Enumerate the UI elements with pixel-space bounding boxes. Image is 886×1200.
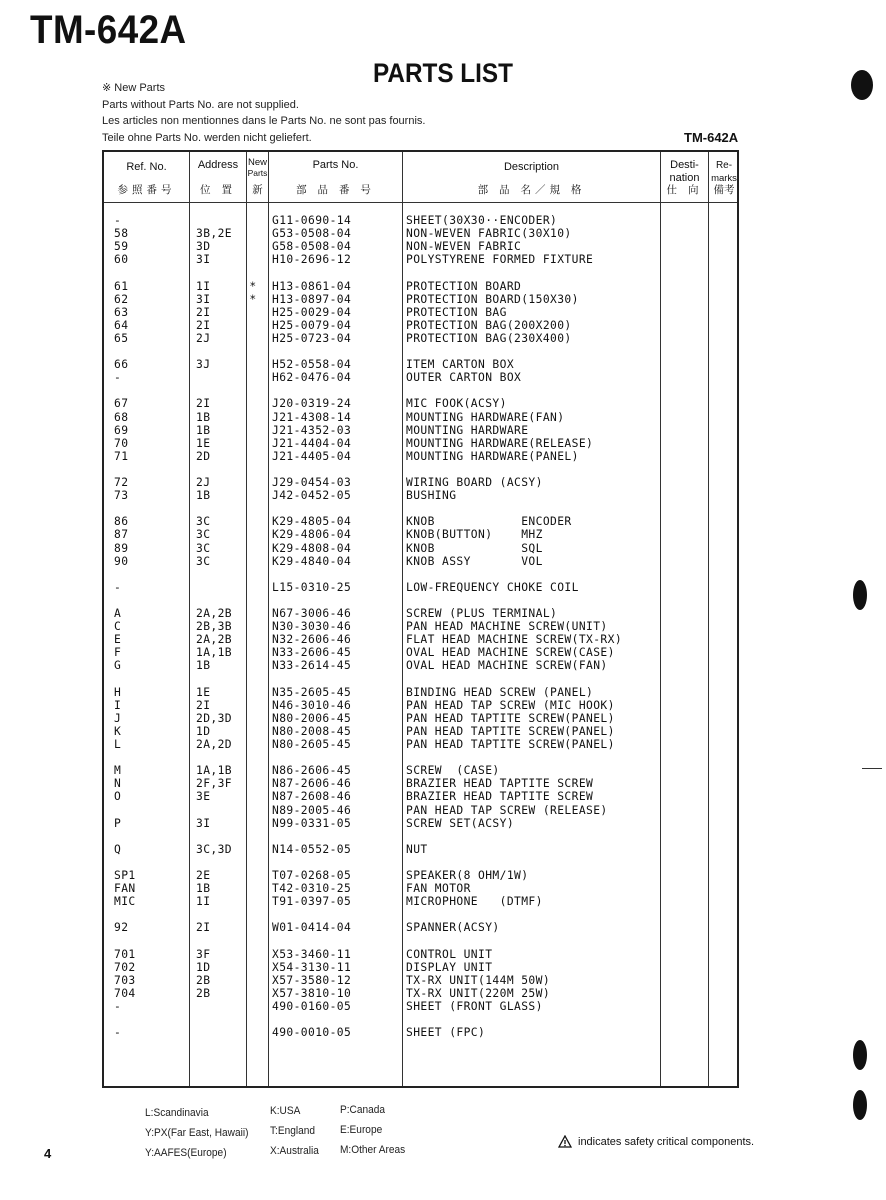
- address-cell: 1B: [196, 489, 211, 503]
- address-cell: 2A,2D: [196, 738, 233, 751]
- ref-cell: 90: [114, 554, 129, 568]
- parts-no-cell: N80-2605-45: [272, 738, 352, 751]
- description-cell: PROTECTION BOARD(150X30): [406, 292, 579, 306]
- warning-triangle-icon: [558, 1135, 572, 1148]
- parts-no-cell: G11-0690-14: [272, 214, 352, 227]
- address-cell: 2B: [196, 986, 211, 1000]
- parts-no-cell: N46-3010-46: [272, 698, 352, 712]
- address-cell: 1I: [196, 895, 211, 909]
- header-address: Address: [197, 159, 239, 171]
- ref-cell: 62: [114, 292, 129, 306]
- address-cell: 3C: [196, 541, 211, 555]
- safety-note-text: indicates safety critical components.: [578, 1135, 755, 1148]
- address-cell: 3C: [196, 554, 211, 568]
- ref-cell: -: [114, 214, 122, 227]
- column-divider: [189, 152, 190, 1086]
- address-cell: 1B: [196, 659, 211, 673]
- description-cell: KNOB(BUTTON) MHZ: [406, 528, 543, 542]
- dest-code: P:Canada: [340, 1104, 386, 1116]
- header-destination-line1: Desti-: [670, 159, 699, 171]
- header-new-line1: New: [247, 157, 267, 168]
- header-description-jp: 部 品 名／規 格: [477, 184, 586, 196]
- parts-no-cell: N30-3030-46: [272, 620, 352, 634]
- description-cell: MOUNTING HARDWARE(RELEASE): [406, 436, 594, 450]
- header-parts-no: Parts No.: [312, 159, 359, 171]
- parts-no-cell: N99-0331-05: [272, 816, 352, 830]
- binder-hole-mark: [853, 580, 867, 610]
- ref-cell: Q: [114, 842, 122, 856]
- ref-cell: K: [114, 724, 122, 738]
- address-cell: 2A,2B: [196, 633, 233, 647]
- ref-cell: 86: [114, 515, 129, 529]
- ref-cell: SP1: [114, 869, 136, 882]
- parts-no-cell: N80-2008-45: [272, 724, 352, 738]
- parts-no-cell: J21-4404-04: [272, 436, 352, 450]
- parts-no-cell: J21-4308-14: [272, 410, 352, 424]
- parts-no-cell: T42-0310-25: [272, 882, 352, 896]
- address-cell: 1A,1B: [196, 764, 233, 778]
- ref-cell: F: [114, 646, 122, 660]
- note-english: Parts without Parts No. are not supplied.: [102, 98, 299, 111]
- column-divider: [268, 152, 269, 1086]
- ref-cell: A: [114, 607, 122, 620]
- ref-cell: 701: [114, 947, 136, 961]
- parts-no-cell: X57-3810-10: [272, 986, 352, 1000]
- address-cell: 3D: [196, 240, 211, 254]
- parts-no-cell: J20-0319-24: [272, 397, 352, 411]
- address-cell: 1B: [196, 882, 211, 896]
- header-divider: [104, 202, 737, 203]
- ref-cell: 89: [114, 541, 129, 555]
- address-cell: 3I: [196, 292, 211, 306]
- address-cell: 3J: [196, 358, 211, 372]
- parts-no-cell: H62-0476-04: [272, 371, 352, 385]
- header-new-parts: [247, 158, 268, 178]
- parts-no-cell: N35-2605-45: [272, 685, 352, 699]
- description-cell: SPANNER(ACSY): [406, 921, 500, 935]
- ref-cell: -: [114, 580, 122, 594]
- description-cell: LOW-FREQUENCY CHOKE COIL: [406, 580, 579, 594]
- address-cell: 1B: [196, 423, 211, 437]
- parts-table: [102, 150, 739, 1088]
- address-cell: 3C: [196, 515, 211, 529]
- parts-no-cell: N87-2608-46: [272, 790, 352, 804]
- header-ref-jp: 参照番号: [117, 184, 176, 196]
- description-cell: BINDING HEAD SCREW (PANEL): [406, 685, 594, 699]
- ref-cell: N: [114, 777, 122, 791]
- dest-code: Y:AAFES(Europe): [145, 1147, 227, 1159]
- address-cell: 1I: [196, 279, 211, 293]
- new-parts-cell: *: [249, 279, 257, 293]
- description-cell: SPEAKER(8 OHM/1W): [406, 869, 529, 882]
- parts-no-cell: H13-0897-04: [272, 292, 352, 306]
- page-title: PARTS LIST: [373, 58, 513, 88]
- parts-no-cell: H25-0029-04: [272, 305, 352, 319]
- description-cell: FLAT HEAD MACHINE SCREW(TX-RX): [406, 633, 623, 647]
- address-cell: 1E: [196, 685, 211, 699]
- header-parts-no-jp: 部 品 番 号: [296, 184, 375, 196]
- ref-cell: FAN: [114, 882, 136, 896]
- address-cell: 1D: [196, 960, 211, 974]
- parts-no-cell: N86-2606-45: [272, 764, 352, 778]
- parts-no-cell: H25-0723-04: [272, 331, 352, 345]
- description-cell: SCREW (PLUS TERMINAL): [406, 607, 558, 620]
- dest-code: K:USA: [270, 1105, 301, 1117]
- ref-cell: 67: [114, 397, 129, 411]
- margin-tick: [862, 768, 882, 769]
- address-cell: 2F,3F: [196, 777, 233, 791]
- dest-code: X:Australia: [270, 1145, 319, 1157]
- address-cell: 2D: [196, 449, 211, 463]
- description-cell: BRAZIER HEAD TAPTITE SCREW: [406, 777, 594, 791]
- description-cell: FAN MOTOR: [406, 882, 471, 896]
- address-cell: 1E: [196, 436, 211, 450]
- description-cell: PAN HEAD TAPTITE SCREW(PANEL): [406, 711, 615, 725]
- parts-no-cell: 490-0010-05: [272, 1026, 352, 1040]
- parts-no-cell: 490-0160-05: [272, 1000, 352, 1013]
- ref-cell: G: [114, 659, 122, 673]
- description-cell: MOUNTING HARDWARE(PANEL): [406, 449, 579, 463]
- dest-code: T:England: [270, 1125, 316, 1137]
- parts-no-cell: X57-3580-12: [272, 973, 352, 987]
- footer-destinations-col2: [270, 1101, 319, 1161]
- address-cell: 1A,1B: [196, 646, 233, 660]
- ref-cell: -: [114, 371, 122, 385]
- parts-no-cell: N67-3006-46: [272, 607, 352, 620]
- description-cell: PROTECTION BOARD: [406, 279, 522, 293]
- description-cell: POLYSTYRENE FORMED FIXTURE: [406, 253, 594, 267]
- address-cell: 2E: [196, 869, 211, 882]
- address-cell: 1B: [196, 410, 211, 424]
- notes-block: [102, 80, 425, 146]
- ref-cell: 63: [114, 305, 129, 319]
- description-cell: PROTECTION BAG: [406, 305, 507, 319]
- ref-cell: 92: [114, 921, 129, 935]
- parts-no-cell: H25-0079-04: [272, 318, 352, 332]
- parts-no-cell: W01-0414-04: [272, 921, 352, 935]
- ref-cell: E: [114, 633, 122, 647]
- new-parts-cell: *: [249, 292, 257, 306]
- description-cell: TX-RX UNIT(220M 25W): [406, 986, 551, 1000]
- header-ref: Ref. No.: [126, 161, 167, 173]
- parts-no-cell: T07-0268-05: [272, 869, 352, 882]
- address-cell: 2B,3B: [196, 620, 233, 634]
- description-cell: SHEET (FPC): [406, 1026, 486, 1040]
- ref-cell: 704: [114, 986, 136, 1000]
- parts-no-cell: N33-2614-45: [272, 659, 352, 673]
- description-cell: MOUNTING HARDWARE: [406, 423, 529, 437]
- address-cell: 2I: [196, 305, 211, 319]
- description-cell: KNOB SQL: [406, 541, 543, 555]
- parts-no-cell: N32-2606-46: [272, 633, 352, 647]
- parts-no-cell: T91-0397-05: [272, 895, 352, 909]
- dest-code: Y:PX(Far East, Hawaii): [145, 1127, 249, 1139]
- dest-code: E:Europe: [340, 1124, 383, 1136]
- parts-no-cell: J21-4405-04: [272, 449, 352, 463]
- address-cell: 3E: [196, 790, 211, 804]
- header-remarks-line1: Re-: [715, 160, 733, 171]
- description-cell: TX-RX UNIT(144M 50W): [406, 973, 551, 987]
- ref-cell: 66: [114, 358, 129, 372]
- header-address-jp: 位 置: [200, 184, 236, 196]
- ref-cell: 59: [114, 240, 129, 254]
- description-cell: PAN HEAD TAPTITE SCREW(PANEL): [406, 738, 615, 751]
- note-german: Teile ohne Parts No. werden nicht geliefert.: [102, 131, 312, 144]
- description-cell: OUTER CARTON BOX: [406, 371, 522, 385]
- description-cell: CONTROL UNIT: [406, 947, 493, 961]
- description-cell: NON-WEVEN FABRIC(30X10): [406, 227, 572, 241]
- ref-cell: 703: [114, 973, 136, 987]
- note-new-parts: ※ New Parts: [102, 82, 166, 94]
- page-number: 4: [44, 1146, 52, 1161]
- address-cell: 3I: [196, 253, 211, 267]
- description-cell: BUSHING: [406, 489, 457, 503]
- description-cell: NUT: [406, 842, 428, 856]
- ref-cell: -: [114, 1000, 122, 1013]
- binder-hole-mark: [853, 1090, 867, 1120]
- parts-no-cell: K29-4840-04: [272, 554, 352, 568]
- ref-cell: J: [114, 711, 122, 725]
- parts-no-cell: G53-0508-04: [272, 227, 352, 241]
- address-cell: 2J: [196, 331, 211, 345]
- description-cell: NON-WEVEN FABRIC: [406, 240, 522, 254]
- description-cell: SCREW SET(ACSY): [406, 816, 515, 830]
- address-cell: 2I: [196, 921, 211, 935]
- description-cell: OVAL HEAD MACHINE SCREW(CASE): [406, 646, 615, 660]
- address-cell: 3I: [196, 816, 211, 830]
- header-destination-jp: 仕 向: [666, 184, 703, 196]
- ref-cell: I: [114, 698, 122, 712]
- header-remarks-line2: marks: [711, 173, 737, 184]
- binder-hole-mark: [853, 1040, 867, 1070]
- description-cell: MICROPHONE (DTMF): [406, 895, 543, 909]
- binder-hole-mark: [851, 70, 873, 100]
- description-cell: MOUNTING HARDWARE(FAN): [406, 410, 565, 424]
- description-cell: PAN HEAD TAP SCREW (RELEASE): [406, 803, 608, 817]
- description-cell: PROTECTION BAG(200X200): [406, 318, 572, 332]
- header-description: Description: [503, 161, 560, 173]
- address-cell: 2J: [196, 476, 211, 489]
- ref-cell: 69: [114, 423, 129, 437]
- ref-cell: 68: [114, 410, 129, 424]
- address-cell: 2B: [196, 973, 211, 987]
- header-new-line2: Parts: [247, 168, 268, 178]
- address-cell: 3C: [196, 528, 211, 542]
- footer-destinations-col1: [145, 1103, 248, 1163]
- footer-destinations-col3: [340, 1100, 405, 1160]
- header-destination-line2: nation: [669, 172, 700, 184]
- address-cell: 3B,2E: [196, 227, 233, 241]
- ref-cell: O: [114, 790, 122, 804]
- dest-code: M:Other Areas: [340, 1144, 406, 1156]
- ref-cell: MIC: [114, 895, 136, 909]
- parts-no-cell: X54-3130-11: [272, 960, 352, 974]
- model-label-right: TM-642A: [684, 130, 739, 145]
- parts-no-cell: N87-2606-46: [272, 777, 352, 791]
- parts-no-cell: J29-0454-03: [272, 476, 352, 489]
- ref-cell: P: [114, 816, 122, 830]
- parts-no-cell: N89-2005-46: [272, 803, 352, 817]
- ref-cell: 64: [114, 318, 129, 332]
- parts-no-cell: K29-4805-04: [272, 515, 352, 529]
- parts-no-cell: N80-2006-45: [272, 711, 352, 725]
- note-french: Les articles non mentionnes dans le Parts No. ne sont pas fournis.: [102, 115, 426, 127]
- address-cell: 3C,3D: [196, 842, 233, 856]
- column-divider: [708, 152, 709, 1086]
- description-cell: PROTECTION BAG(230X400): [406, 331, 572, 345]
- description-cell: SHEET(30X30··ENCODER): [406, 214, 558, 227]
- description-cell: SHEET (FRONT GLASS): [406, 1000, 543, 1013]
- description-cell: PAN HEAD TAP SCREW (MIC HOOK): [406, 698, 615, 712]
- ref-cell: H: [114, 685, 122, 699]
- ref-cell: 87: [114, 528, 129, 542]
- header-new-jp: 新: [252, 184, 263, 196]
- ref-cell: 61: [114, 279, 129, 293]
- ref-cell: 702: [114, 960, 136, 974]
- parts-no-cell: J42-0452-05: [272, 489, 352, 503]
- description-cell: PAN HEAD TAPTITE SCREW(PANEL): [406, 724, 615, 738]
- ref-cell: 70: [114, 436, 129, 450]
- description-cell: PAN HEAD MACHINE SCREW(UNIT): [406, 620, 608, 634]
- parts-no-cell: J21-4352-03: [272, 423, 352, 437]
- parts-no-cell: L15-0310-25: [272, 580, 352, 594]
- address-cell: 2D,3D: [196, 711, 233, 725]
- parts-no-cell: G58-0508-04: [272, 240, 352, 254]
- description-cell: DISPLAY UNIT: [406, 960, 493, 974]
- parts-no-cell: H10-2696-12: [272, 253, 352, 267]
- ref-cell: M: [114, 764, 122, 778]
- dest-code: L:Scandinavia: [145, 1107, 209, 1119]
- ref-cell: 72: [114, 476, 129, 489]
- ref-cell: 65: [114, 331, 129, 345]
- parts-no-cell: N14-0552-05: [272, 842, 352, 856]
- parts-no-cell: N33-2606-45: [272, 646, 352, 660]
- parts-no-cell: K29-4808-04: [272, 541, 352, 555]
- address-cell: 1D: [196, 724, 211, 738]
- description-cell: OVAL HEAD MACHINE SCREW(FAN): [406, 659, 608, 673]
- safety-note: [558, 1135, 754, 1148]
- description-cell: BRAZIER HEAD TAPTITE SCREW: [406, 790, 594, 804]
- address-cell: 3F: [196, 947, 211, 961]
- parts-no-cell: H13-0861-04: [272, 279, 352, 293]
- address-cell: 2A,2B: [196, 607, 233, 620]
- address-cell: 2I: [196, 397, 211, 411]
- address-cell: 2I: [196, 698, 211, 712]
- parts-no-cell: X53-3460-11: [272, 947, 352, 961]
- parts-no-cell: H52-0558-04: [272, 358, 352, 372]
- description-cell: KNOB ENCODER: [406, 515, 572, 529]
- ref-cell: L: [114, 738, 122, 751]
- description-cell: KNOB ASSY VOL: [406, 554, 543, 568]
- description-cell: SCREW (CASE): [406, 764, 500, 778]
- ref-cell: 73: [114, 489, 129, 503]
- parts-no-cell: K29-4806-04: [272, 528, 352, 542]
- ref-cell: 58: [114, 227, 129, 241]
- address-cell: 2I: [196, 318, 211, 332]
- description-cell: ITEM CARTON BOX: [406, 358, 515, 372]
- model-title: TM-642A: [30, 8, 187, 52]
- ref-cell: 71: [114, 449, 129, 463]
- column-divider: [402, 152, 403, 1086]
- description-cell: WIRING BOARD (ACSY): [406, 476, 543, 489]
- description-cell: MIC FOOK(ACSY): [406, 397, 507, 411]
- ref-cell: -: [114, 1026, 122, 1040]
- ref-cell: 60: [114, 253, 129, 267]
- header-remarks-jp: 備考: [713, 184, 735, 196]
- ref-cell: C: [114, 620, 122, 634]
